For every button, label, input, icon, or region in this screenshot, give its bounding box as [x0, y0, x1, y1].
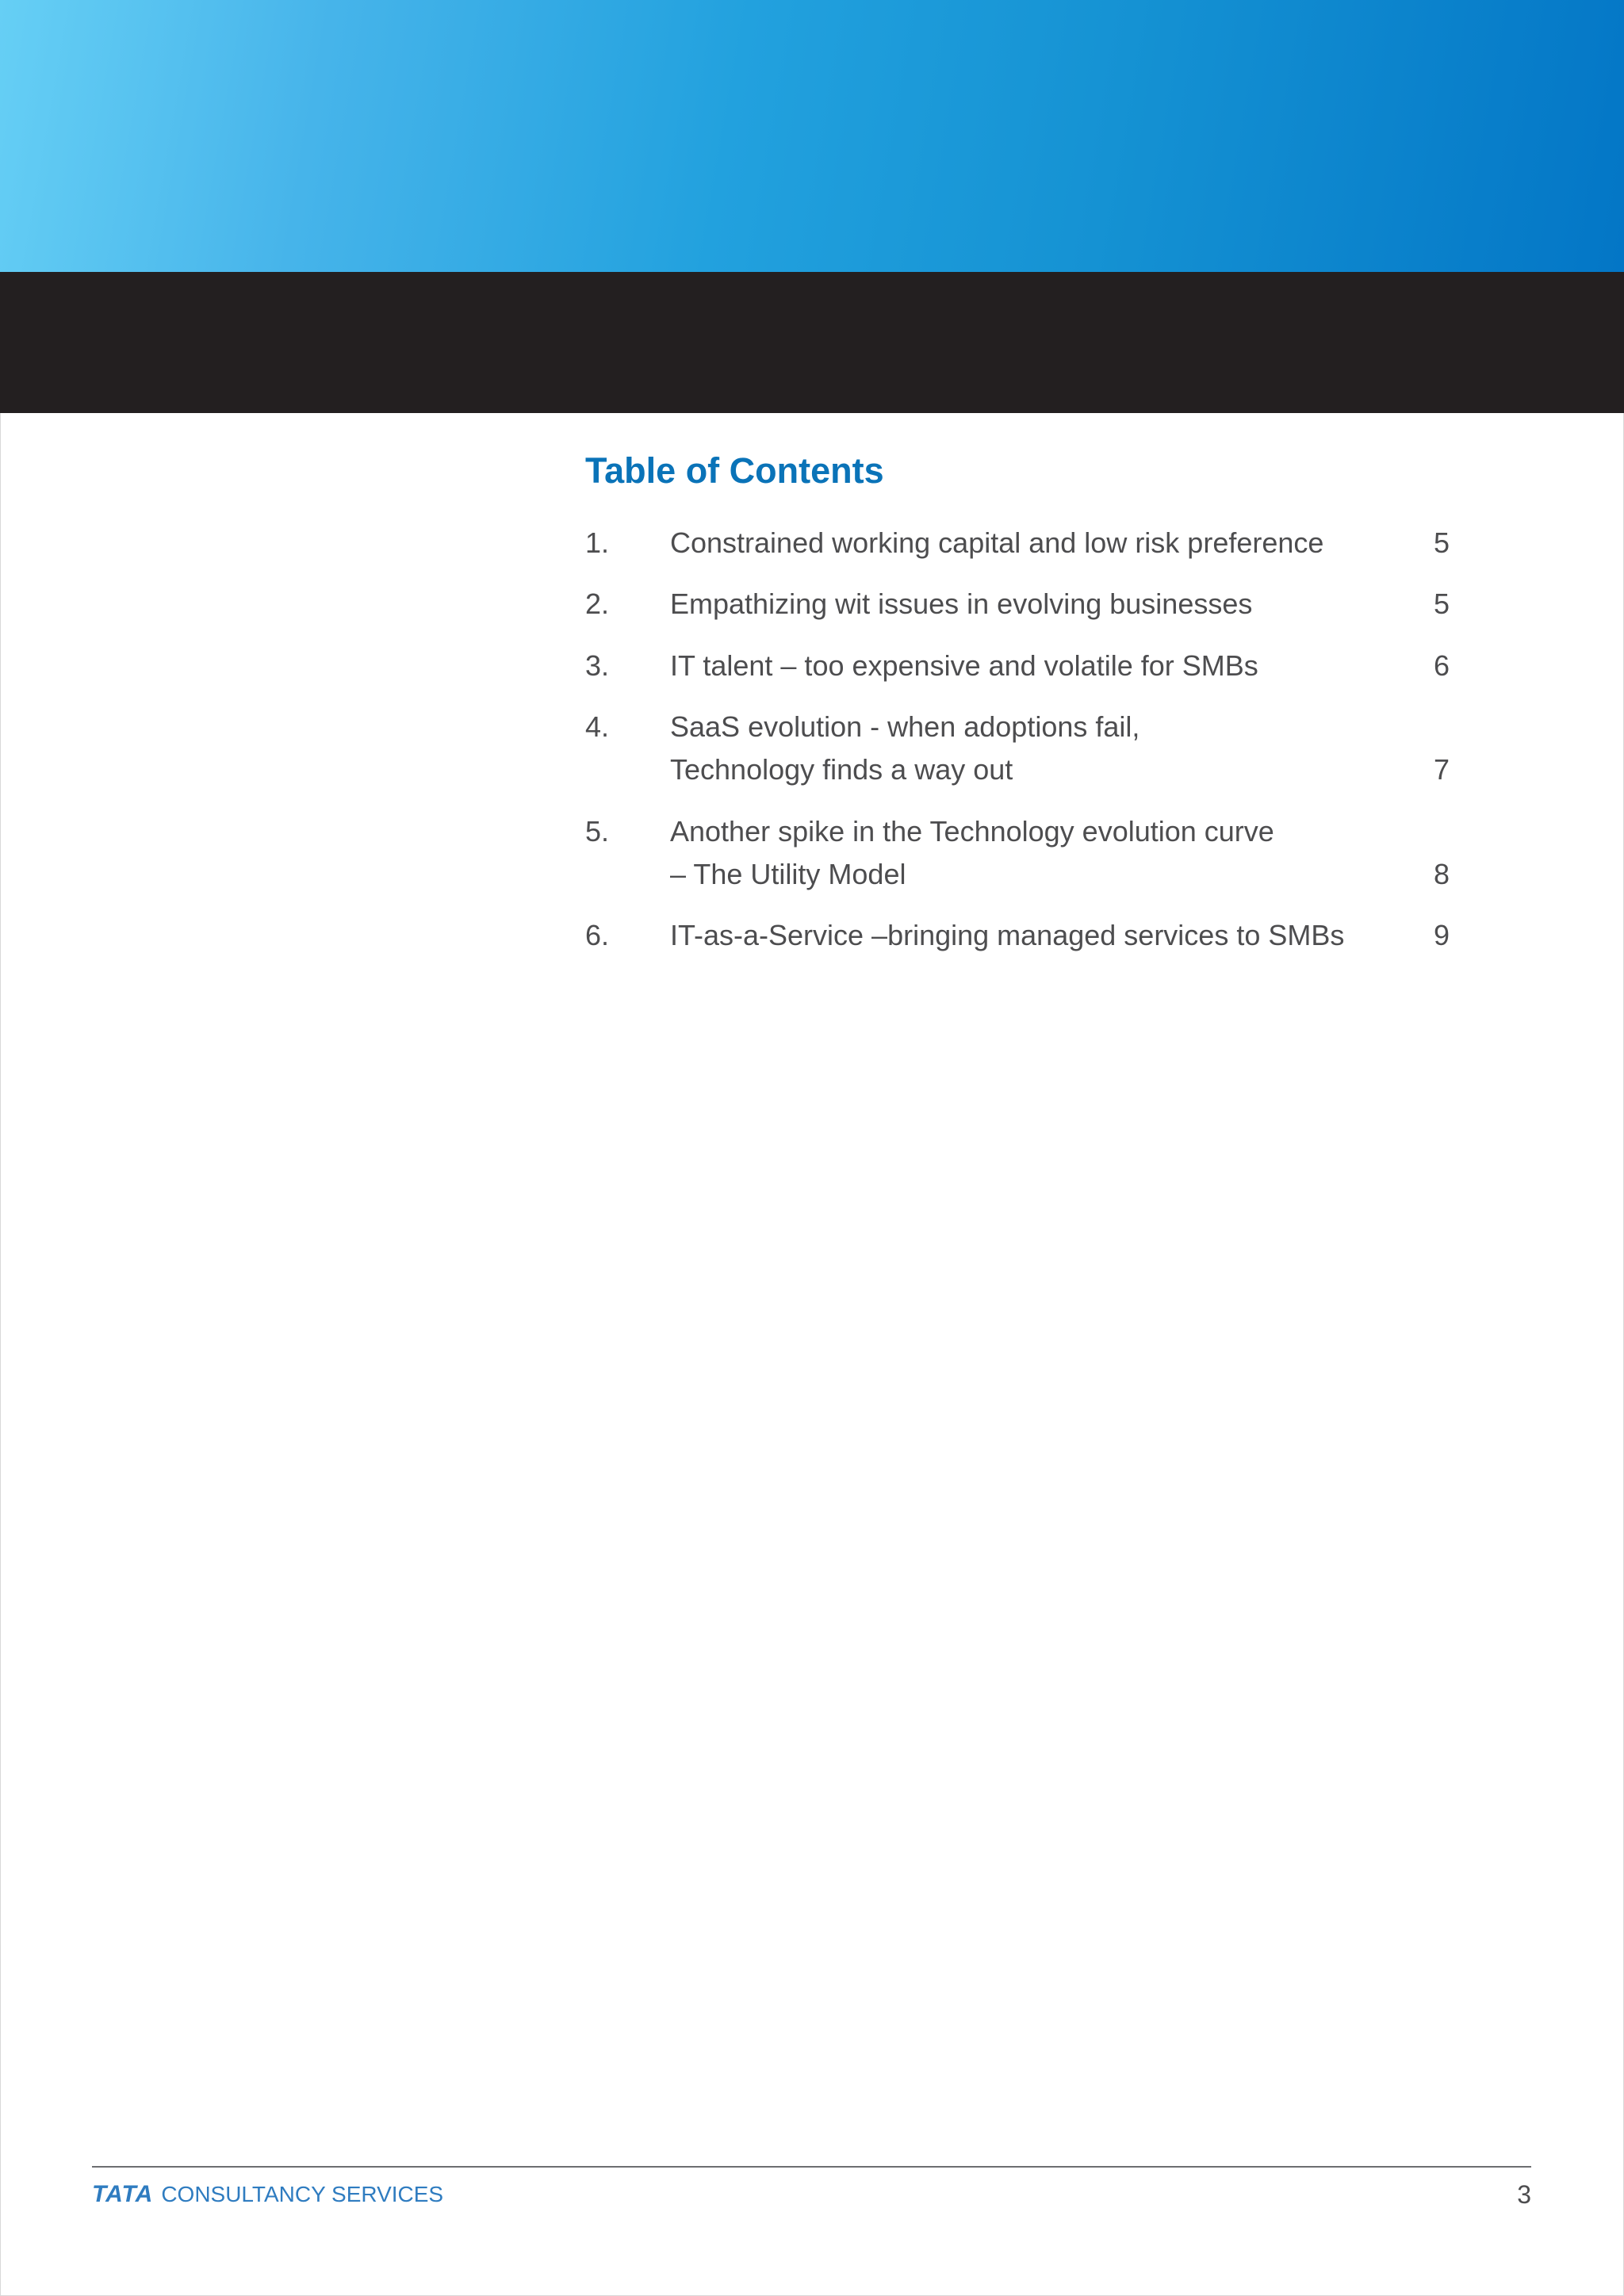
toc-entry-text — [670, 914, 1384, 957]
toc-entry-number: 2. — [585, 587, 610, 620]
header-blue-band — [0, 0, 1624, 272]
company-name: CONSULTANCY SERVICES — [161, 2182, 444, 2206]
toc-entry-page: 5 — [1433, 526, 1450, 559]
toc-entry-3[interactable] — [585, 645, 1450, 687]
toc-entry-text — [670, 645, 1384, 687]
footer-brand — [92, 2179, 443, 2210]
footer-divider — [92, 2166, 1531, 2168]
toc-entry-page: 9 — [1433, 919, 1450, 951]
toc-entry-line: Technology finds a way out — [670, 753, 1013, 786]
toc-entry-number: 6. — [585, 919, 610, 951]
toc-entry-4[interactable] — [585, 706, 1450, 791]
toc-entry-number: 5. — [585, 815, 610, 848]
page-number: 3 — [1517, 2180, 1531, 2209]
toc-entry-number: 1. — [585, 526, 610, 559]
toc-entry-line: IT talent – too expensive and volatile for SMBs — [670, 649, 1258, 682]
header-dark-band — [0, 272, 1624, 413]
toc-entry-line: – The Utility Model — [670, 858, 906, 890]
toc-entry-6[interactable] — [585, 914, 1450, 957]
toc-entry-line: Empathizing wit issues in evolving businesses — [670, 587, 1253, 620]
toc-entry-page: 6 — [1433, 649, 1450, 682]
toc-title: Table of Contents — [585, 450, 884, 491]
toc-entry-page: 8 — [1433, 858, 1450, 890]
toc-entry-page: 7 — [1433, 753, 1450, 786]
toc-entry-text — [670, 706, 1384, 791]
toc-entry-line: SaaS evolution - when adoptions fail, — [670, 710, 1140, 743]
toc-entry-line: IT-as-a-Service –bringing managed services to SMBs — [670, 919, 1345, 951]
toc-entry-text — [670, 583, 1384, 626]
toc-entry-text — [670, 522, 1384, 564]
toc-entry-number: 4. — [585, 710, 610, 743]
toc-entry-line: Constrained working capital and low risk preference — [670, 526, 1324, 559]
toc-entry-line: Another spike in the Technology evolution curve — [670, 815, 1274, 848]
toc-entry-1[interactable] — [585, 522, 1450, 564]
toc-entry-number: 3. — [585, 649, 610, 682]
toc-entry-2[interactable] — [585, 583, 1450, 626]
toc-entry-5[interactable] — [585, 810, 1450, 896]
toc-entry-page: 5 — [1433, 587, 1450, 620]
toc-entry-text — [670, 810, 1384, 896]
tata-logo: TATA — [92, 2181, 154, 2207]
